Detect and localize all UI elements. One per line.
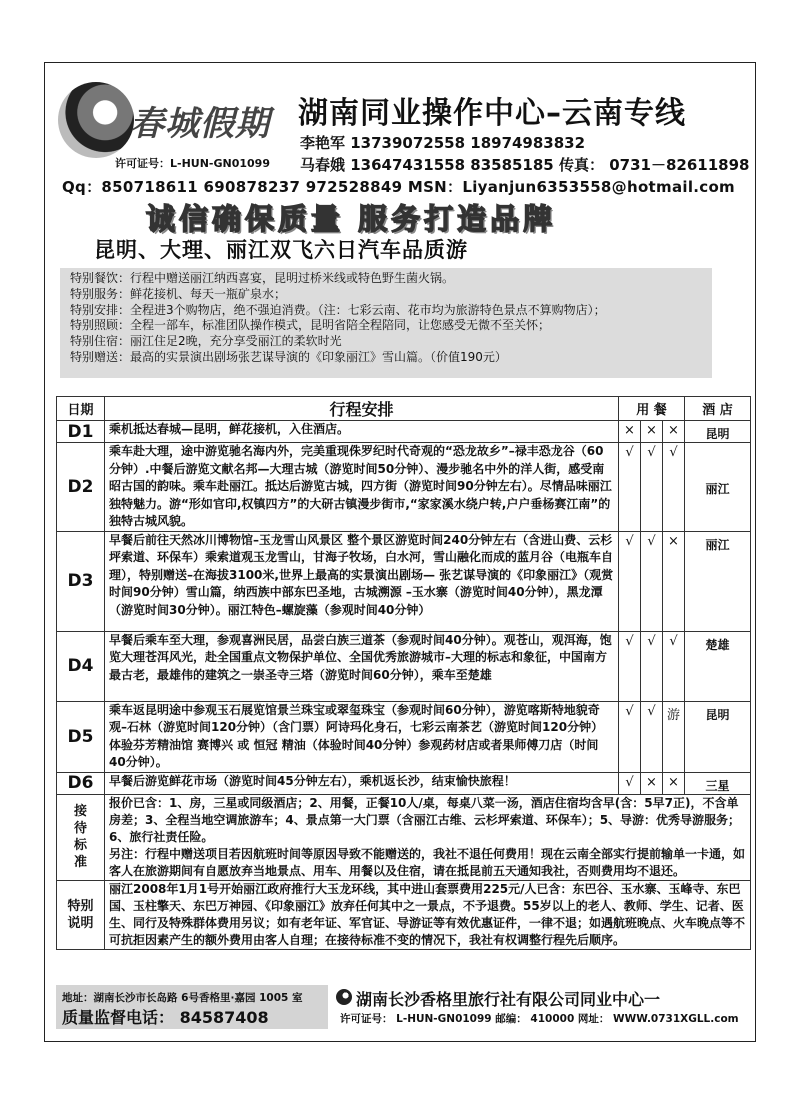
features-box [60, 268, 712, 378]
contact-line-2: 马春娥 13647431558 83585185 传真： 0731－82611898 [300, 156, 750, 174]
day-label: D4 [57, 631, 105, 701]
footer-license-line: 许可证号： L-HUN-GN01099 邮编： 410000 网址： WWW.0731XGLL.com [340, 1013, 739, 1025]
meal-lunch: √ [641, 701, 663, 772]
col-header-hotel: 酒 店 [685, 397, 751, 421]
table-row [57, 531, 751, 631]
footer-address: 地址：湖南长沙市长岛路 6号香格里·嘉园 1005 室 [62, 992, 303, 1004]
meal-dinner: √ [663, 443, 685, 532]
feature-item: 特别安排：全程进3个购物店，绝不强迫消费。（注：七彩云南、花市均为旅游特色景点不算购物店）； [70, 302, 606, 317]
meal-breakfast: √ [619, 443, 641, 532]
company-logo [50, 78, 290, 160]
reception-standard-note: 另注：行程中赠送项目若因航班时间等原因导致不能赠送的，我社不退任何费用！现在云南全部实行提前输单一卡通，如客人在旅游期间有自愿放弃当地景点、用车、用餐以及住宿，请在抵昆前五天通知我社，否则费用均不退还。 [109, 846, 746, 878]
meal-breakfast: √ [619, 531, 641, 631]
meal-dinner: × [663, 531, 685, 631]
feature-item: 特别服务：鲜花接机、每天一瓶矿泉水； [70, 286, 287, 301]
hotel-cell: 楚雄 [685, 631, 751, 701]
table-row [57, 631, 751, 701]
col-header-meals: 用 餐 [619, 397, 685, 421]
feature-item: 特别餐饮：行程中赠送丽江纳西喜宴，昆明过桥米线或特色野生菌火锅。 [70, 271, 455, 285]
meal-breakfast: √ [619, 772, 641, 794]
itinerary-table [56, 396, 751, 950]
table-row [57, 701, 751, 772]
meal-dinner: × [663, 421, 685, 443]
table-header-row [57, 397, 751, 421]
day-label: D1 [57, 421, 105, 443]
special-notes-label [57, 880, 105, 949]
meal-lunch: √ [641, 631, 663, 701]
reception-standard-content [105, 794, 751, 880]
table-row [57, 772, 751, 794]
meal-breakfast: √ [619, 701, 641, 772]
company-swirl-icon [336, 989, 352, 1005]
slogan-banner: 诚信确保质量 服务打造品牌 [146, 202, 557, 236]
logo-text: 春城假期 [130, 104, 270, 144]
footer-company-box [334, 985, 750, 1029]
tour-title: 昆明、大理、丽江双飞六日汽车品质游 [94, 238, 468, 262]
qq-msn-line: Qq：850718611 690878237 972528849 MSN：Liyanjun6353558@hotmail.com [62, 178, 735, 196]
logo-swirl-icon [58, 82, 134, 158]
meal-lunch: × [641, 772, 663, 794]
footer-contact-box [56, 985, 328, 1029]
day-description: 早餐后乘车至大理，参观喜洲民居，品尝白族三道茶（参观时间40分钟）。观苍山，观洱海，饱览大理苍洱风光，赴全国重点文物保护单位、全国优秀旅游城市–大理的标志和象征，中国南方最古老，最雄伟的建筑之一崇圣寺三塔（游览时间60分钟），乘车至楚雄 [105, 631, 619, 701]
table-row [57, 443, 751, 532]
license-number: 许可证号：L-HUN-GN01099 [115, 157, 270, 170]
col-header-schedule: 行程安排 [105, 397, 619, 421]
meal-lunch: √ [641, 531, 663, 631]
special-notes-row [57, 880, 751, 949]
day-description: 早餐后前往天然冰川博物馆–玉龙雪山风景区 整个景区游览时间240分钟左右（含进山费、云杉坪索道、环保车）乘索道观玉龙雪山，甘海子牧场，白水河，雪山融化而成的蓝月谷（电瓶车自理），特别赠送–在海拔3100米,世界上最高的实景演出剧场— 张艺谋导演的《印象丽江》（观赏时间90分钟）雪山篇，纳西族中部东巴圣地，古城溯源 –玉水寨（游览时间40分钟），黑龙潭（游览时间30分钟）。丽江特色–螺旋藻（参观时间40分钟） [105, 531, 619, 631]
contact-line-1: 李艳军 13739072558 18974983832 [300, 134, 586, 152]
meal-lunch: √ [641, 443, 663, 532]
page-title: 湖南同业操作中心–云南专线 [298, 96, 686, 131]
meal-breakfast: × [619, 421, 641, 443]
reception-standard-label [57, 794, 105, 880]
day-label: D3 [57, 531, 105, 631]
hotel-cell: 昆明 [685, 421, 751, 443]
day-description: 早餐后游览鲜花市场（游览时间45分钟左右），乘机返长沙，结束愉快旅程！ [105, 772, 619, 794]
hotel-cell: 丽江 [685, 531, 751, 631]
meal-dinner: × [663, 772, 685, 794]
hotel-cell: 三星 [685, 772, 751, 794]
meal-lunch: × [641, 421, 663, 443]
meal-dinner: √ [663, 631, 685, 701]
day-label: D6 [57, 772, 105, 794]
day-description: 乘车赴大理，途中游览驰名海内外，完美重现侏罗纪时代奇观的“恐龙故乡”–禄丰恐龙谷（60分钟）.中餐后游览文献名邦—大理古城（游览时间50分钟）、漫步驰名中外的洋人街，感受南昭古国的韵味。乘车赴丽江。抵达后游览古城，四方街（游览时间90分钟左右）。尽情品味丽江独特魅力。游“形如官印,权镇四方”的大研古镇漫步街市,“家家溪水绕户转,户户垂杨赛江南”的独特古城风貌。 [105, 443, 619, 532]
feature-item: 特别照顾：全程一部车，标准团队操作模式，昆明省陪全程陪同，让您感受无微不至关怀； [70, 318, 551, 333]
col-header-day: 日期 [57, 397, 105, 421]
special-notes-label-text: 特别说明 [67, 898, 94, 931]
reception-standard-row [57, 794, 751, 880]
reception-standard-text: 报价已含：1、房，三星或同级酒店；2、用餐，正餐10人/桌，每桌八菜一汤，酒店住宿均含早(含：5早7正)，不含单房差；3、全程当地空调旅游车；4、景点第一大门票（含丽江古维、云杉坪索道、环保车）；5、导游：优秀导游服务；6、旅行社责任险。 [109, 795, 741, 844]
hotel-cell: 昆明 [685, 701, 751, 772]
meal-dinner: 游 [663, 701, 685, 772]
table-row [57, 421, 751, 443]
feature-item: 特别住宿：丽江住足2晚，充分享受丽江的柔软时光 [70, 334, 342, 349]
day-label: D5 [57, 701, 105, 772]
day-label: D2 [57, 443, 105, 532]
day-description: 乘机抵达春城—昆明，鲜花接机，入住酒店。 [105, 421, 619, 443]
footer-company-name: 湖南长沙香格里旅行社有限公司同业中心一 [356, 990, 661, 1009]
special-notes-text: 丽江2008年1月1号开始丽江政府推行大玉龙环线，其中进山套票费用225元/人已含：东巴谷、玉水寨、玉峰寺、东巴国、玉柱擎天、东巴万神园、《印象丽江》放弃任何其中之一景点，不予退费。55岁以上的老人、教师、学生、记者、医生、同行及特殊群体费用另议；如有老年证、军官证、导游证等有效优惠证件，一律不退；如遇航班晚点、火车晚点等不可抗拒因素产生的额外费用由客人自理；在接待标准不变的情况下，我社有权调整行程先后顺序。 [105, 880, 751, 949]
quality-phone: 质量监督电话： 84587408 [62, 1008, 269, 1027]
feature-item: 特别赠送：最高的实景演出剧场张艺谋导演的《印象丽江》雪山篇。（价值190元） [70, 349, 507, 364]
reception-standard-label-text: 接待标准 [73, 804, 87, 870]
day-description: 乘车返昆明途中参观玉石展览馆景兰珠宝或翠玺珠宝（参观时间60分钟），游览喀斯特地貌奇观–石林（游览时间120分钟）（含门票）阿诗玛化身石，七彩云南茶艺（游览时间120分钟）体验芬芳精油馆 赛博兴 或 恒冠 精油（体验时间40分钟）参观药材店或者果师傅刀店（时间40分钟）。 [105, 701, 619, 772]
meal-breakfast: √ [619, 631, 641, 701]
hotel-cell: 丽江 [685, 443, 751, 532]
